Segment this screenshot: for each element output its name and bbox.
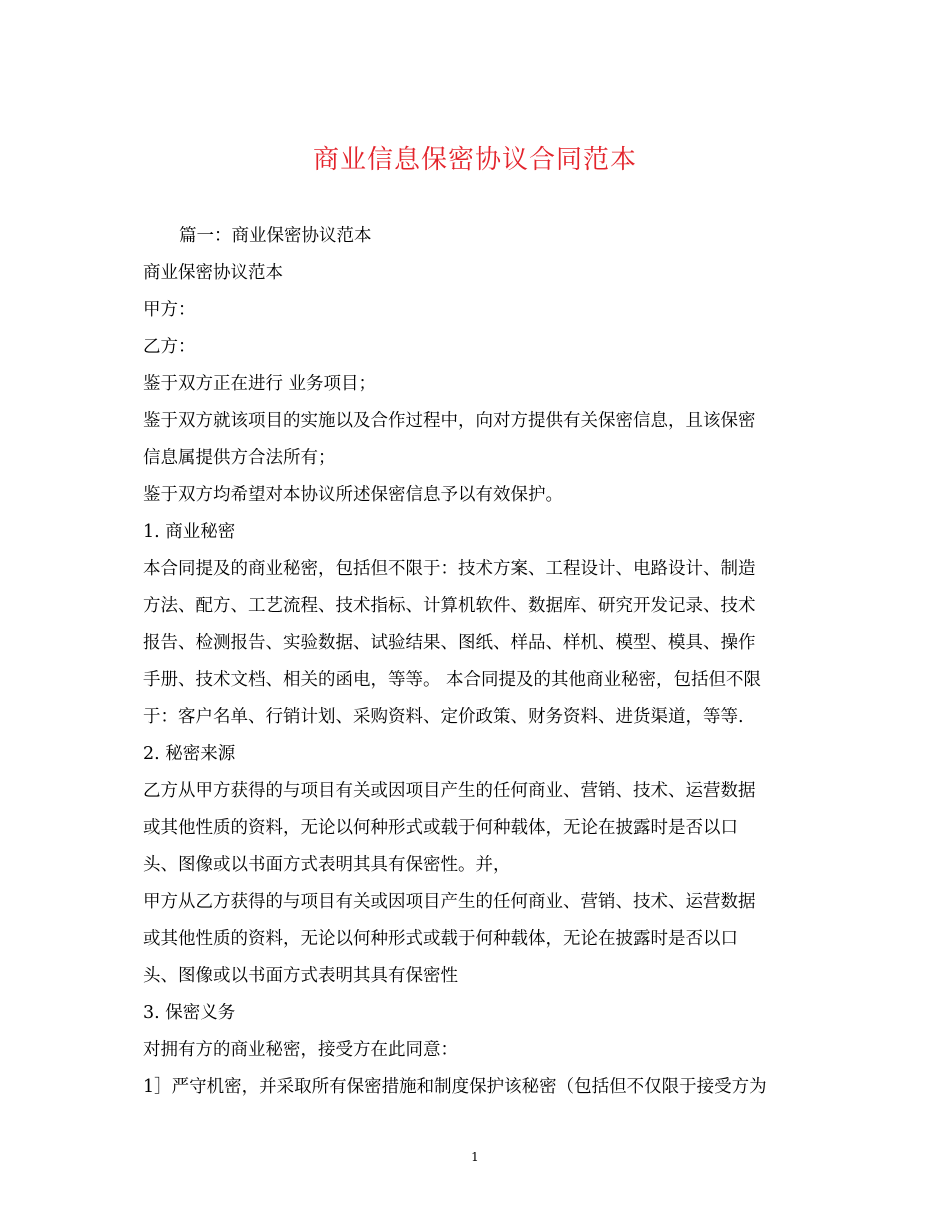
text-line: 报告、检测报告、实验数据、试验结果、图纸、样品、样机、模型、模具、操作: [143, 633, 756, 653]
text-line: 鉴于双方就该项目的实施以及合作过程中，向对方提供有关保密信息，且该保密: [143, 411, 756, 431]
clause-heading: 3. 保密义务: [143, 1003, 236, 1023]
text-line: 鉴于双方正在进行 业务项目；: [143, 374, 377, 394]
text-line: 手册、技术文档、相关的函电，等等。 本合同提及的其他商业秘密，包括但不限: [143, 670, 762, 690]
text-line: 头、图像或以书面方式表明其具有保密性: [143, 966, 458, 986]
text-line: 头、图像或以书面方式表明其具有保密性。并，: [143, 855, 511, 875]
section-heading: 篇一：商业保密协议范本: [179, 226, 372, 246]
document-body: [143, 218, 823, 1106]
text-line: 或其他性质的资料，无论以何种形式或载于何种载体，无论在披露时是否以口: [143, 929, 738, 949]
clause-heading: 1. 商业秘密: [143, 522, 236, 542]
page-number: 1: [471, 1150, 479, 1164]
text-line: 或其他性质的资料，无论以何种形式或载于何种载体，无论在披露时是否以口: [143, 818, 738, 838]
party-b-line: 乙方：: [143, 337, 196, 357]
text-line: 鉴于双方均希望对本协议所述保密信息予以有效保护。: [143, 485, 563, 505]
text-line: 于：客户名单、行销计划、采购资料、定价政策、财务资料、进货渠道，等等.: [143, 707, 744, 727]
text-line: 1］严守机密，并采取所有保密措施和制度保护该秘密（包括但不仅限于接受方为: [143, 1077, 767, 1097]
text-line: 方法、配方、工艺流程、技术指标、计算机软件、数据库、研究开发记录、技术: [143, 596, 756, 616]
text-line: 信息属提供方合法所有；: [143, 448, 336, 468]
clause-heading: 2. 秘密来源: [143, 744, 236, 764]
text-line: 商业保密协议范本: [143, 263, 283, 283]
text-line: 本合同提及的商业秘密，包括但不限于：技术方案、工程设计、电路设计、制造: [143, 559, 756, 579]
document-title: 商业信息保密协议合同范本: [312, 145, 637, 175]
text-line: 甲方从乙方获得的与项目有关或因项目产生的任何商业、营销、技术、运营数据: [143, 892, 756, 912]
text-line: 对拥有方的商业秘密，接受方在此同意：: [143, 1040, 458, 1060]
party-a-line: 甲方：: [143, 300, 196, 320]
text-line: 乙方从甲方获得的与项目有关或因项目产生的任何商业、营销、技术、运营数据: [143, 781, 756, 801]
